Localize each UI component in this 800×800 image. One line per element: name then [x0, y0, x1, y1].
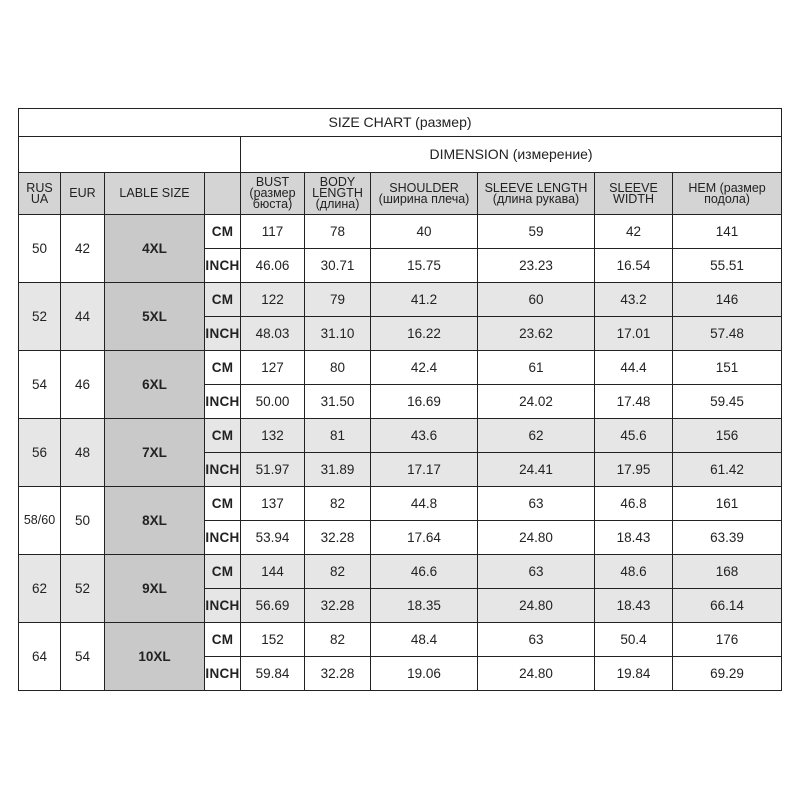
rus-size-cell: 50: [19, 215, 61, 283]
label-size-cell: 9XL: [105, 555, 205, 623]
header-eur: EUR: [61, 173, 105, 215]
shoulder-cell: 18.35: [371, 589, 478, 623]
bust-cell: 122: [241, 283, 305, 317]
sleeve-width-cell: 45.6: [595, 419, 673, 453]
shoulder-cell: 19.06: [371, 657, 478, 691]
bust-cell: 53.94: [241, 521, 305, 555]
hem-cell: 61.42: [673, 453, 782, 487]
shoulder-cell: 41.2: [371, 283, 478, 317]
header-sleeve-width: SLEEVE WIDTH: [595, 173, 673, 215]
body-length-cell: 78: [305, 215, 371, 249]
table-row: [19, 351, 782, 385]
unit-cell: INCH: [205, 317, 241, 351]
rus-size-cell: 56: [19, 419, 61, 487]
bust-cell: 50.00: [241, 385, 305, 419]
bust-cell: 48.03: [241, 317, 305, 351]
body-length-cell: 80: [305, 351, 371, 385]
hem-cell: 156: [673, 419, 782, 453]
hem-cell: 59.45: [673, 385, 782, 419]
body-length-cell: 82: [305, 555, 371, 589]
sleeve-width-cell: 44.4: [595, 351, 673, 385]
sleeve-width-cell: 17.48: [595, 385, 673, 419]
chart-title: SIZE CHART (размер): [19, 109, 782, 137]
label-size-cell: 5XL: [105, 283, 205, 351]
table-row: [19, 623, 782, 657]
sleeve-width-cell: 42: [595, 215, 673, 249]
sleeve-width-cell: 18.43: [595, 521, 673, 555]
hem-cell: 168: [673, 555, 782, 589]
body-length-cell: 31.89: [305, 453, 371, 487]
bust-cell: 59.84: [241, 657, 305, 691]
bust-cell: 132: [241, 419, 305, 453]
body-length-cell: 82: [305, 623, 371, 657]
sleeve-width-cell: 43.2: [595, 283, 673, 317]
rus-size-cell: 62: [19, 555, 61, 623]
sleeve-width-cell: 17.01: [595, 317, 673, 351]
blank-header-cell: [19, 137, 241, 173]
sleeve-length-cell: 24.02: [478, 385, 595, 419]
header-hem: HEM (размер подола): [673, 173, 782, 215]
shoulder-cell: 15.75: [371, 249, 478, 283]
page-background: [0, 0, 800, 90]
label-size-cell: 8XL: [105, 487, 205, 555]
unit-cell: CM: [205, 215, 241, 249]
body-length-cell: 32.28: [305, 589, 371, 623]
unit-cell: CM: [205, 283, 241, 317]
table-row: [19, 555, 782, 589]
sleeve-length-cell: 61: [478, 351, 595, 385]
hem-cell: 63.39: [673, 521, 782, 555]
sleeve-length-cell: 23.23: [478, 249, 595, 283]
body-length-cell: 31.50: [305, 385, 371, 419]
header-shoulder: SHOULDER (ширина плеча): [371, 173, 478, 215]
bust-cell: 46.06: [241, 249, 305, 283]
shoulder-cell: 42.4: [371, 351, 478, 385]
eur-size-cell: 52: [61, 555, 105, 623]
sleeve-length-cell: 23.62: [478, 317, 595, 351]
sleeve-width-cell: 17.95: [595, 453, 673, 487]
sleeve-length-cell: 24.80: [478, 589, 595, 623]
eur-size-cell: 42: [61, 215, 105, 283]
body-length-cell: 32.28: [305, 521, 371, 555]
header-rus-ua: RUS UA: [19, 173, 61, 215]
bust-cell: 117: [241, 215, 305, 249]
bust-cell: 152: [241, 623, 305, 657]
eur-size-cell: 46: [61, 351, 105, 419]
label-size-cell: 4XL: [105, 215, 205, 283]
shoulder-cell: 16.22: [371, 317, 478, 351]
hem-cell: 141: [673, 215, 782, 249]
rus-size-cell: 64: [19, 623, 61, 691]
unit-cell: INCH: [205, 249, 241, 283]
eur-size-cell: 50: [61, 487, 105, 555]
shoulder-cell: 46.6: [371, 555, 478, 589]
shoulder-cell: 17.17: [371, 453, 478, 487]
rus-size-cell: 52: [19, 283, 61, 351]
hem-cell: 146: [673, 283, 782, 317]
table-row: [19, 283, 782, 317]
body-length-cell: 82: [305, 487, 371, 521]
unit-cell: CM: [205, 351, 241, 385]
sleeve-length-cell: 63: [478, 555, 595, 589]
label-size-cell: 6XL: [105, 351, 205, 419]
body-length-cell: 32.28: [305, 657, 371, 691]
table-row: [19, 215, 782, 249]
body-length-cell: 31.10: [305, 317, 371, 351]
unit-cell: INCH: [205, 589, 241, 623]
bust-cell: 51.97: [241, 453, 305, 487]
sleeve-width-cell: 50.4: [595, 623, 673, 657]
rus-size-cell: 58/60: [19, 487, 61, 555]
sleeve-length-cell: 62: [478, 419, 595, 453]
sleeve-length-cell: 24.41: [478, 453, 595, 487]
body-length-cell: 79: [305, 283, 371, 317]
body-length-cell: 81: [305, 419, 371, 453]
label-size-cell: 7XL: [105, 419, 205, 487]
hem-cell: 161: [673, 487, 782, 521]
sleeve-width-cell: 16.54: [595, 249, 673, 283]
eur-size-cell: 54: [61, 623, 105, 691]
header-body-length: BODY LENGTH (длина): [305, 173, 371, 215]
sleeve-width-cell: 19.84: [595, 657, 673, 691]
sleeve-length-cell: 59: [478, 215, 595, 249]
unit-cell: CM: [205, 487, 241, 521]
dimension-header: DIMENSION (измерение): [241, 137, 782, 173]
sleeve-length-cell: 63: [478, 623, 595, 657]
body-length-cell: 30.71: [305, 249, 371, 283]
eur-size-cell: 48: [61, 419, 105, 487]
shoulder-cell: 16.69: [371, 385, 478, 419]
sleeve-length-cell: 60: [478, 283, 595, 317]
unit-cell: CM: [205, 419, 241, 453]
sleeve-width-cell: 48.6: [595, 555, 673, 589]
shoulder-cell: 44.8: [371, 487, 478, 521]
sleeve-length-cell: 24.80: [478, 521, 595, 555]
size-chart-table: [18, 108, 782, 691]
hem-cell: 66.14: [673, 589, 782, 623]
table-row: [19, 487, 782, 521]
bust-cell: 144: [241, 555, 305, 589]
hem-cell: 57.48: [673, 317, 782, 351]
hem-cell: 176: [673, 623, 782, 657]
header-unit: [205, 173, 241, 215]
unit-cell: INCH: [205, 453, 241, 487]
bust-cell: 127: [241, 351, 305, 385]
unit-cell: CM: [205, 555, 241, 589]
eur-size-cell: 44: [61, 283, 105, 351]
sleeve-width-cell: 18.43: [595, 589, 673, 623]
sleeve-length-cell: 24.80: [478, 657, 595, 691]
rus-size-cell: 54: [19, 351, 61, 419]
hem-cell: 55.51: [673, 249, 782, 283]
unit-cell: CM: [205, 623, 241, 657]
unit-cell: INCH: [205, 657, 241, 691]
bust-cell: 137: [241, 487, 305, 521]
header-label-size: LABLE SIZE: [105, 173, 205, 215]
shoulder-cell: 48.4: [371, 623, 478, 657]
shoulder-cell: 43.6: [371, 419, 478, 453]
table-row: [19, 419, 782, 453]
shoulder-cell: 17.64: [371, 521, 478, 555]
unit-cell: INCH: [205, 521, 241, 555]
hem-cell: 151: [673, 351, 782, 385]
column-header-row: [19, 173, 782, 215]
label-size-cell: 10XL: [105, 623, 205, 691]
header-sleeve-length: SLEEVE LENGTH (длина рукава): [478, 173, 595, 215]
unit-cell: INCH: [205, 385, 241, 419]
sleeve-width-cell: 46.8: [595, 487, 673, 521]
header-bust: BUST (размер бюста): [241, 173, 305, 215]
bust-cell: 56.69: [241, 589, 305, 623]
sleeve-length-cell: 63: [478, 487, 595, 521]
hem-cell: 69.29: [673, 657, 782, 691]
shoulder-cell: 40: [371, 215, 478, 249]
